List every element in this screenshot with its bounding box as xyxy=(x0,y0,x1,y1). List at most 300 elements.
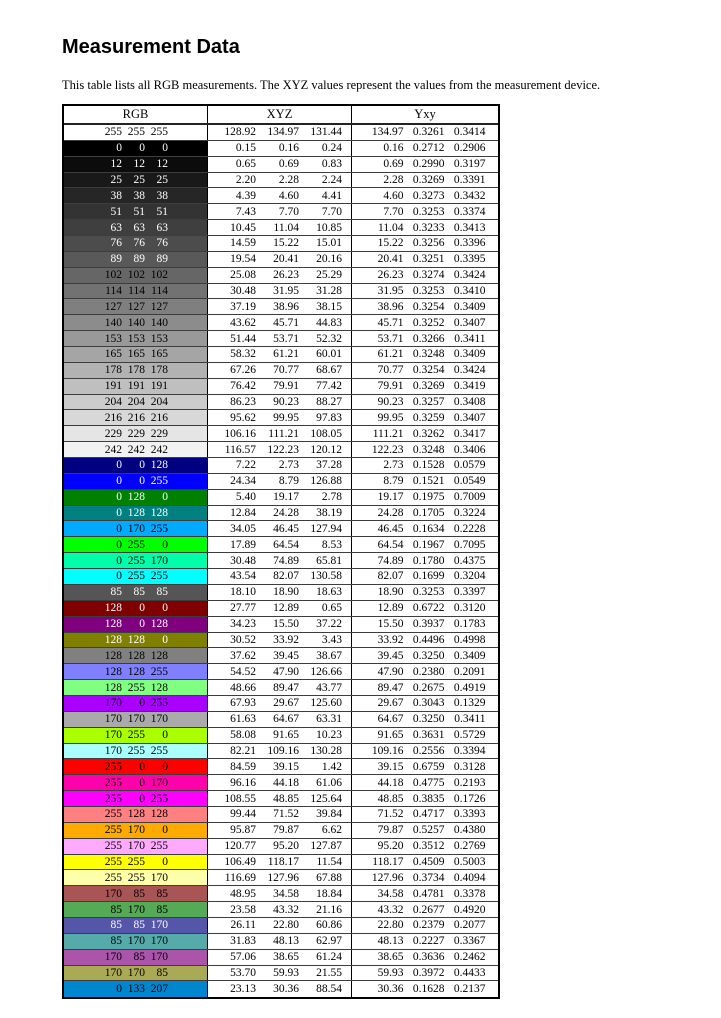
value: 47.90 xyxy=(273,665,299,678)
xyz-cell xyxy=(208,981,352,997)
value: 63 xyxy=(156,221,168,234)
rgb-cell xyxy=(64,395,208,410)
value: 7.70 xyxy=(321,205,342,218)
value: 89 xyxy=(156,253,168,266)
value: 21.16 xyxy=(316,903,342,916)
value: 43.32 xyxy=(377,903,404,916)
value: 128 xyxy=(150,507,168,520)
value: 22.80 xyxy=(377,919,404,932)
value: 216 xyxy=(104,411,122,424)
value: 0.3224 xyxy=(453,507,486,520)
xyz-cell xyxy=(208,934,352,949)
value: 76 xyxy=(110,237,122,250)
value: 63 xyxy=(110,221,122,234)
value: 0.2906 xyxy=(453,142,486,155)
xyz-cell xyxy=(208,696,352,711)
table-row xyxy=(64,775,498,791)
xyz-cell xyxy=(208,410,352,425)
value: 0.0549 xyxy=(453,475,486,488)
value: 127 xyxy=(150,300,168,313)
xyz-cell xyxy=(208,442,352,457)
value: 24.28 xyxy=(273,507,299,520)
table-row xyxy=(64,125,498,141)
value: 128 xyxy=(127,507,145,520)
value: 39.15 xyxy=(377,760,404,773)
value: 0 xyxy=(139,475,145,488)
value: 27.77 xyxy=(230,602,256,615)
rgb-cell xyxy=(64,410,208,425)
value: 18.84 xyxy=(316,887,342,900)
table-row xyxy=(64,855,498,871)
yxy-cell xyxy=(352,220,498,235)
xyz-cell xyxy=(208,664,352,679)
value: 0.3397 xyxy=(453,586,486,599)
rgb-cell xyxy=(64,268,208,283)
value: 95.62 xyxy=(230,411,256,424)
yxy-cell xyxy=(352,648,498,663)
xyz-cell xyxy=(208,553,352,568)
value: 85 xyxy=(110,919,122,932)
yxy-cell xyxy=(352,680,498,695)
value: 25.08 xyxy=(230,269,256,282)
value: 74.89 xyxy=(273,554,299,567)
value: 0.3393 xyxy=(453,808,486,821)
value: 0.3254 xyxy=(412,300,445,313)
yxy-cell xyxy=(352,379,498,394)
rgb-cell xyxy=(64,299,208,314)
value: 109.16 xyxy=(371,744,404,757)
yxy-cell xyxy=(352,839,498,854)
xyz-cell xyxy=(208,268,352,283)
value: 0 xyxy=(116,507,122,520)
value: 88.27 xyxy=(316,396,342,409)
value: 0 xyxy=(162,729,168,742)
xyz-cell xyxy=(208,220,352,235)
value: 128 xyxy=(150,618,168,631)
yxy-cell xyxy=(352,363,498,378)
table-row xyxy=(64,173,498,189)
value: 242 xyxy=(104,443,122,456)
xyz-cell xyxy=(208,585,352,600)
value: 99.95 xyxy=(377,411,404,424)
value: 4.39 xyxy=(235,189,256,202)
value: 0 xyxy=(139,142,145,155)
value: 30.48 xyxy=(230,285,256,298)
value: 0.3395 xyxy=(453,253,486,266)
value: 1.42 xyxy=(321,760,342,773)
rgb-cell xyxy=(64,537,208,552)
table-row xyxy=(64,410,498,426)
yxy-cell xyxy=(352,268,498,283)
value: 89 xyxy=(110,253,122,266)
value: 85 xyxy=(156,966,168,979)
rgb-cell xyxy=(64,633,208,648)
value: 0.3248 xyxy=(412,443,445,456)
value: 31.95 xyxy=(273,285,299,298)
value: 79.91 xyxy=(377,380,404,393)
value: 128 xyxy=(104,618,122,631)
value: 128 xyxy=(104,602,122,615)
value: 0.4375 xyxy=(453,554,486,567)
rgb-cell xyxy=(64,426,208,441)
value: 0.4919 xyxy=(453,681,486,694)
value: 191 xyxy=(104,380,122,393)
value: 255 xyxy=(150,840,168,853)
value: 0.7009 xyxy=(453,491,486,504)
yxy-cell xyxy=(352,696,498,711)
value: 0 xyxy=(116,983,122,996)
value: 116.69 xyxy=(224,871,256,884)
table-row xyxy=(64,918,498,934)
value: 0.3374 xyxy=(453,205,486,218)
xyz-cell xyxy=(208,379,352,394)
value: 0.2677 xyxy=(412,903,445,916)
value: 0.4775 xyxy=(412,776,445,789)
value: 0.3266 xyxy=(412,332,445,345)
table-row xyxy=(64,474,498,490)
yxy-cell xyxy=(352,601,498,616)
value: 170 xyxy=(150,871,168,884)
value: 0.0579 xyxy=(453,459,486,472)
table-row xyxy=(64,617,498,633)
value: 204 xyxy=(150,396,168,409)
yxy-cell xyxy=(352,204,498,219)
value: 89.47 xyxy=(273,681,299,694)
value: 29.67 xyxy=(377,697,404,710)
value: 34.23 xyxy=(230,618,256,631)
table-row xyxy=(64,966,498,982)
yxy-cell xyxy=(352,569,498,584)
value: 20.16 xyxy=(316,253,342,266)
xyz-cell xyxy=(208,807,352,822)
value: 0.3409 xyxy=(453,348,486,361)
yxy-cell xyxy=(352,553,498,568)
value: 0 xyxy=(139,618,145,631)
value: 130.58 xyxy=(310,570,342,583)
yxy-cell xyxy=(352,474,498,489)
xyz-cell xyxy=(208,950,352,965)
value: 25 xyxy=(110,174,122,186)
xyz-cell xyxy=(208,299,352,314)
value: 57.06 xyxy=(230,951,256,964)
value: 24.34 xyxy=(230,475,256,488)
column-header-xyz: XYZ xyxy=(208,106,352,123)
yxy-cell xyxy=(352,886,498,901)
value: 127 xyxy=(127,300,145,313)
value: 12.89 xyxy=(273,602,299,615)
rgb-cell xyxy=(64,553,208,568)
rgb-cell xyxy=(64,141,208,156)
value: 170 xyxy=(104,951,122,964)
table-row xyxy=(64,934,498,950)
value: 43.54 xyxy=(230,570,256,583)
value: 37.62 xyxy=(230,649,256,662)
table-header-row xyxy=(64,106,498,125)
value: 0.3253 xyxy=(412,285,445,298)
value: 0 xyxy=(162,602,168,615)
xyz-cell xyxy=(208,125,352,140)
value: 48.85 xyxy=(377,792,404,805)
value: 127.87 xyxy=(310,840,342,853)
value: 0.4998 xyxy=(453,633,486,646)
table-row xyxy=(64,141,498,157)
xyz-cell xyxy=(208,173,352,188)
value: 38 xyxy=(133,189,145,202)
value: 0.2462 xyxy=(453,951,486,964)
value: 178 xyxy=(127,364,145,377)
value: 191 xyxy=(150,380,168,393)
table-row xyxy=(64,395,498,411)
table-row xyxy=(64,823,498,839)
xyz-cell xyxy=(208,188,352,203)
value: 74.89 xyxy=(377,554,404,567)
value: 34.58 xyxy=(377,887,404,900)
xyz-cell xyxy=(208,855,352,870)
yxy-cell xyxy=(352,918,498,933)
xyz-cell xyxy=(208,458,352,473)
value: 12 xyxy=(133,158,145,171)
value: 128 xyxy=(150,808,168,821)
yxy-cell xyxy=(352,299,498,314)
value: 2.24 xyxy=(321,174,342,186)
xyz-cell xyxy=(208,331,352,346)
value: 8.79 xyxy=(383,475,404,488)
page-description: This table lists all RGB measurements. The XYZ values represent the values from the measurement device. xyxy=(62,78,601,92)
value: 255 xyxy=(127,538,145,551)
value: 0.3253 xyxy=(412,586,445,599)
value: 170 xyxy=(127,935,145,948)
value: 125.60 xyxy=(310,697,342,710)
value: 133 xyxy=(127,983,145,996)
value: 128.92 xyxy=(224,126,256,139)
value: 85 xyxy=(110,586,122,599)
yxy-cell xyxy=(352,331,498,346)
value: 7.22 xyxy=(235,459,256,472)
table-row xyxy=(64,379,498,395)
value: 0.83 xyxy=(321,158,342,171)
value: 0.3367 xyxy=(453,935,486,948)
yxy-cell xyxy=(352,728,498,743)
value: 85 xyxy=(156,903,168,916)
yxy-cell xyxy=(352,521,498,536)
xyz-cell xyxy=(208,712,352,727)
value: 18.63 xyxy=(316,586,342,599)
value: 0.24 xyxy=(321,142,342,155)
value: 38.96 xyxy=(273,300,299,313)
value: 128 xyxy=(104,681,122,694)
value: 114 xyxy=(105,285,122,298)
value: 30.52 xyxy=(230,633,256,646)
value: 44.18 xyxy=(273,776,299,789)
yxy-cell xyxy=(352,759,498,774)
table-row xyxy=(64,220,498,236)
value: 128 xyxy=(127,633,145,646)
value: 0.4496 xyxy=(412,633,445,646)
value: 0.3251 xyxy=(412,253,445,266)
value: 85 xyxy=(156,887,168,900)
rgb-cell xyxy=(64,981,208,997)
table-row xyxy=(64,458,498,474)
yxy-cell xyxy=(352,252,498,267)
table-row xyxy=(64,601,498,617)
rgb-cell xyxy=(64,728,208,743)
value: 21.55 xyxy=(316,966,342,979)
value: 114 xyxy=(128,285,145,298)
value: 255 xyxy=(127,855,145,868)
value: 30.36 xyxy=(273,983,299,996)
rgb-cell xyxy=(64,252,208,267)
table-row xyxy=(64,553,498,569)
value: 0 xyxy=(139,697,145,710)
value: 0.3259 xyxy=(412,411,445,424)
value: 67.88 xyxy=(316,871,342,884)
value: 0.65 xyxy=(321,602,342,615)
value: 0.3269 xyxy=(412,380,445,393)
value: 0.3248 xyxy=(412,348,445,361)
value: 82.07 xyxy=(273,570,299,583)
yxy-cell xyxy=(352,125,498,140)
xyz-cell xyxy=(208,537,352,552)
value: 48.66 xyxy=(230,681,256,694)
value: 53.70 xyxy=(230,966,256,979)
value: 64.67 xyxy=(273,713,299,726)
rgb-cell xyxy=(64,125,208,140)
value: 76 xyxy=(156,237,168,250)
value: 118.17 xyxy=(372,855,404,868)
value: 7.43 xyxy=(235,205,256,218)
value: 242 xyxy=(127,443,145,456)
value: 128 xyxy=(127,665,145,678)
value: 99.95 xyxy=(273,411,299,424)
value: 20.41 xyxy=(377,253,404,266)
value: 15.22 xyxy=(273,237,299,250)
value: 0.3734 xyxy=(412,871,445,884)
value: 0.2712 xyxy=(412,142,445,155)
value: 0.3128 xyxy=(453,760,486,773)
value: 38.19 xyxy=(316,507,342,520)
value: 108.05 xyxy=(310,427,342,440)
xyz-cell xyxy=(208,474,352,489)
value: 2.28 xyxy=(278,174,299,186)
value: 0 xyxy=(162,142,168,155)
table-row xyxy=(64,664,498,680)
value: 122.23 xyxy=(267,443,299,456)
value: 84.59 xyxy=(230,760,256,773)
value: 88.54 xyxy=(316,983,342,996)
table-row xyxy=(64,585,498,601)
rgb-cell xyxy=(64,966,208,981)
table-row xyxy=(64,902,498,918)
yxy-cell xyxy=(352,442,498,457)
xyz-cell xyxy=(208,823,352,838)
value: 38.65 xyxy=(273,951,299,964)
value: 96.16 xyxy=(230,776,256,789)
value: 64.54 xyxy=(273,538,299,551)
value: 0.3424 xyxy=(453,269,486,282)
value: 6.62 xyxy=(321,824,342,837)
value: 0.2379 xyxy=(412,919,445,932)
table-row xyxy=(64,315,498,331)
value: 0.4920 xyxy=(453,903,486,916)
yxy-cell xyxy=(352,236,498,251)
yxy-cell xyxy=(352,791,498,806)
value: 25.29 xyxy=(316,269,342,282)
table-row xyxy=(64,807,498,823)
rgb-cell xyxy=(64,791,208,806)
value: 0.3937 xyxy=(412,618,445,631)
table-row xyxy=(64,839,498,855)
value: 216 xyxy=(150,411,168,424)
value: 0.1699 xyxy=(412,570,445,583)
value: 12 xyxy=(110,158,122,171)
value: 178 xyxy=(104,364,122,377)
yxy-cell xyxy=(352,537,498,552)
xyz-cell xyxy=(208,886,352,901)
value: 76 xyxy=(133,237,145,250)
table-row xyxy=(64,696,498,712)
value: 170 xyxy=(104,744,122,757)
rgb-cell xyxy=(64,363,208,378)
value: 0.4094 xyxy=(453,871,486,884)
value: 85 xyxy=(110,935,122,948)
value: 58.08 xyxy=(230,729,256,742)
yxy-cell xyxy=(352,823,498,838)
value: 0 xyxy=(162,633,168,646)
value: 76.42 xyxy=(230,380,256,393)
value: 0.69 xyxy=(383,158,404,171)
value: 48.13 xyxy=(377,935,404,948)
value: 5.40 xyxy=(235,491,256,504)
xyz-cell xyxy=(208,839,352,854)
table-row xyxy=(64,426,498,442)
yxy-cell xyxy=(352,966,498,981)
value: 97.83 xyxy=(316,411,342,424)
value: 15.01 xyxy=(316,237,342,250)
value: 71.52 xyxy=(273,808,299,821)
value: 255 xyxy=(104,871,122,884)
value: 26.11 xyxy=(230,919,256,932)
value: 0.1726 xyxy=(453,792,486,805)
value: 102 xyxy=(127,269,145,282)
value: 0.3409 xyxy=(453,300,486,313)
value: 111.21 xyxy=(268,427,299,440)
value: 102 xyxy=(104,269,122,282)
value: 89.47 xyxy=(377,681,404,694)
value: 46.45 xyxy=(377,522,404,535)
table-row xyxy=(64,284,498,300)
value: 170 xyxy=(150,919,168,932)
value: 79.87 xyxy=(377,824,404,837)
value: 0 xyxy=(162,855,168,868)
value: 170 xyxy=(104,697,122,710)
value: 0 xyxy=(162,491,168,504)
value: 0.3204 xyxy=(453,570,486,583)
value: 0.3419 xyxy=(453,380,486,393)
yxy-cell xyxy=(352,633,498,648)
rgb-cell xyxy=(64,569,208,584)
value: 255 xyxy=(127,554,145,567)
value: 165 xyxy=(104,348,122,361)
value: 8.53 xyxy=(321,538,342,551)
table-row xyxy=(64,759,498,775)
value: 85 xyxy=(156,586,168,599)
value: 46.45 xyxy=(273,522,299,535)
value: 4.60 xyxy=(278,189,299,202)
rgb-cell xyxy=(64,918,208,933)
xyz-cell xyxy=(208,236,352,251)
value: 31.95 xyxy=(377,285,404,298)
value: 0.16 xyxy=(278,142,299,155)
